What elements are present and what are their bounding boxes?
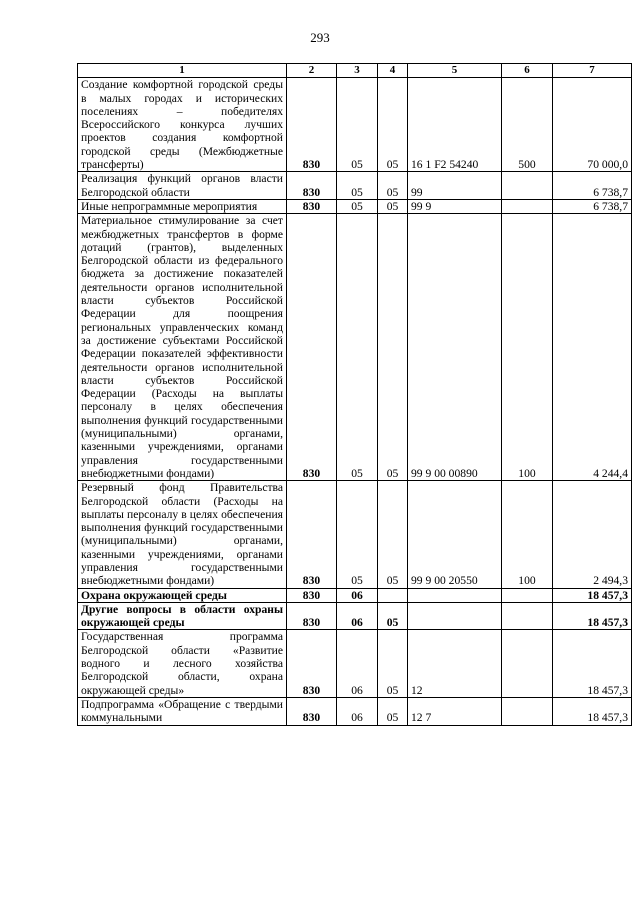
row-expense-type (502, 588, 553, 602)
row-amount: 70 000,0 (553, 78, 632, 172)
row-section-code: 06 (337, 630, 378, 697)
col-header-section: 3 (337, 64, 378, 78)
row-target-article: 99 (408, 172, 502, 200)
row-name: Создание комфортной городской среды в малых городах и исторических поселениях – победителях Всероссийского конкурса лучших проектов создания комфортной городской среды (Межбюджетные трансферты) (78, 78, 287, 172)
row-ministry-code: 830 (287, 697, 337, 725)
row-ministry-code: 830 (287, 588, 337, 602)
table-body (78, 78, 632, 725)
row-subsection-code: 05 (378, 602, 408, 630)
row-target-article: 99 9 (408, 199, 502, 213)
row-section-code: 05 (337, 78, 378, 172)
row-expense-type: 100 (502, 481, 553, 588)
row-amount: 18 457,3 (553, 602, 632, 630)
row-amount: 18 457,3 (553, 630, 632, 697)
row-amount: 2 494,3 (553, 481, 632, 588)
row-target-article: 99 9 00 20550 (408, 481, 502, 588)
table-row (78, 481, 632, 588)
row-name: Резервный фонд Правительства Белгородской области (Расходы на выплаты персоналу в целях обеспечения выполнения функций государственными (муниципальными) органами, казенными учреждениями, органами управления государственными внебюджетными фондами) (78, 481, 287, 588)
row-subsection-code: 05 (378, 199, 408, 213)
row-target-article (408, 602, 502, 630)
row-expense-type: 500 (502, 78, 553, 172)
row-amount: 18 457,3 (553, 697, 632, 725)
row-name: Охрана окружающей среды (78, 588, 287, 602)
row-ministry-code: 830 (287, 630, 337, 697)
row-section-code: 05 (337, 481, 378, 588)
row-section-code: 06 (337, 602, 378, 630)
row-amount: 6 738,7 (553, 199, 632, 213)
row-ministry-code: 830 (287, 602, 337, 630)
page-number: 293 (310, 30, 330, 45)
row-section-code: 05 (337, 199, 378, 213)
row-subsection-code: 05 (378, 214, 408, 481)
col-header-name: 1 (78, 64, 287, 78)
row-ministry-code: 830 (287, 199, 337, 213)
row-expense-type: 100 (502, 214, 553, 481)
row-target-article: 99 9 00 00890 (408, 214, 502, 481)
table-row (78, 214, 632, 481)
row-target-article: 16 1 F2 54240 (408, 78, 502, 172)
row-target-article (408, 588, 502, 602)
row-expense-type (502, 697, 553, 725)
row-name: Реализация функций органов власти Белгородской области (78, 172, 287, 200)
row-subsection-code: 05 (378, 697, 408, 725)
row-ministry-code: 830 (287, 481, 337, 588)
table-row (78, 172, 632, 200)
row-amount: 18 457,3 (553, 588, 632, 602)
row-expense-type (502, 602, 553, 630)
row-name: Материальное стимулирование за счет межбюджетных трансфертов в форме дотаций (грантов), выделенных Белгородской области из федерального бюджета за достижение показателей деятельности органов исполнительной власти субъектов Российской Федерации для поощрения региональных управленческих команд за достижение субъектами Российской Федерации показателей эффективности деятельности органов исполнительной власти субъектов Российской Федерации (Расходы на выплаты персоналу в целях обеспечения выполнения функций государственными (муниципальными) органами, казенными учреждениями, органами управления государственными внебюджетными фондами) (78, 214, 287, 481)
row-name: Иные непрограммные мероприятия (78, 199, 287, 213)
row-target-article: 12 7 (408, 697, 502, 725)
row-subsection-code: 05 (378, 481, 408, 588)
row-section-code: 05 (337, 172, 378, 200)
row-subsection-code (378, 588, 408, 602)
row-section-code: 06 (337, 588, 378, 602)
col-header-subsection: 4 (378, 64, 408, 78)
row-ministry-code: 830 (287, 214, 337, 481)
col-header-type: 6 (502, 64, 553, 78)
table-row (78, 199, 632, 213)
row-ministry-code: 830 (287, 172, 337, 200)
table-row (78, 602, 632, 630)
header-row (78, 64, 632, 78)
row-name: Государственная программа Белгородской области «Развитие водного и лесного хозяйства Белгородской области, охрана окружающей среды» (78, 630, 287, 697)
row-subsection-code: 05 (378, 78, 408, 172)
row-expense-type (502, 172, 553, 200)
row-section-code: 05 (337, 214, 378, 481)
row-amount: 6 738,7 (553, 172, 632, 200)
row-expense-type (502, 199, 553, 213)
row-amount: 4 244,4 (553, 214, 632, 481)
table-row (78, 697, 632, 725)
col-header-target: 5 (408, 64, 502, 78)
table-row (78, 630, 632, 697)
row-expense-type (502, 630, 553, 697)
col-header-amount: 7 (553, 64, 632, 78)
row-subsection-code: 05 (378, 630, 408, 697)
col-header-ministry: 2 (287, 64, 337, 78)
row-name: Подпрограмма «Обращение с твердыми коммунальными (78, 697, 287, 725)
row-ministry-code: 830 (287, 78, 337, 172)
table-row (78, 78, 632, 172)
row-name: Другие вопросы в области охраны окружающей среды (78, 602, 287, 630)
budget-table (77, 63, 632, 726)
table-row (78, 588, 632, 602)
row-subsection-code: 05 (378, 172, 408, 200)
row-section-code: 06 (337, 697, 378, 725)
row-target-article: 12 (408, 630, 502, 697)
